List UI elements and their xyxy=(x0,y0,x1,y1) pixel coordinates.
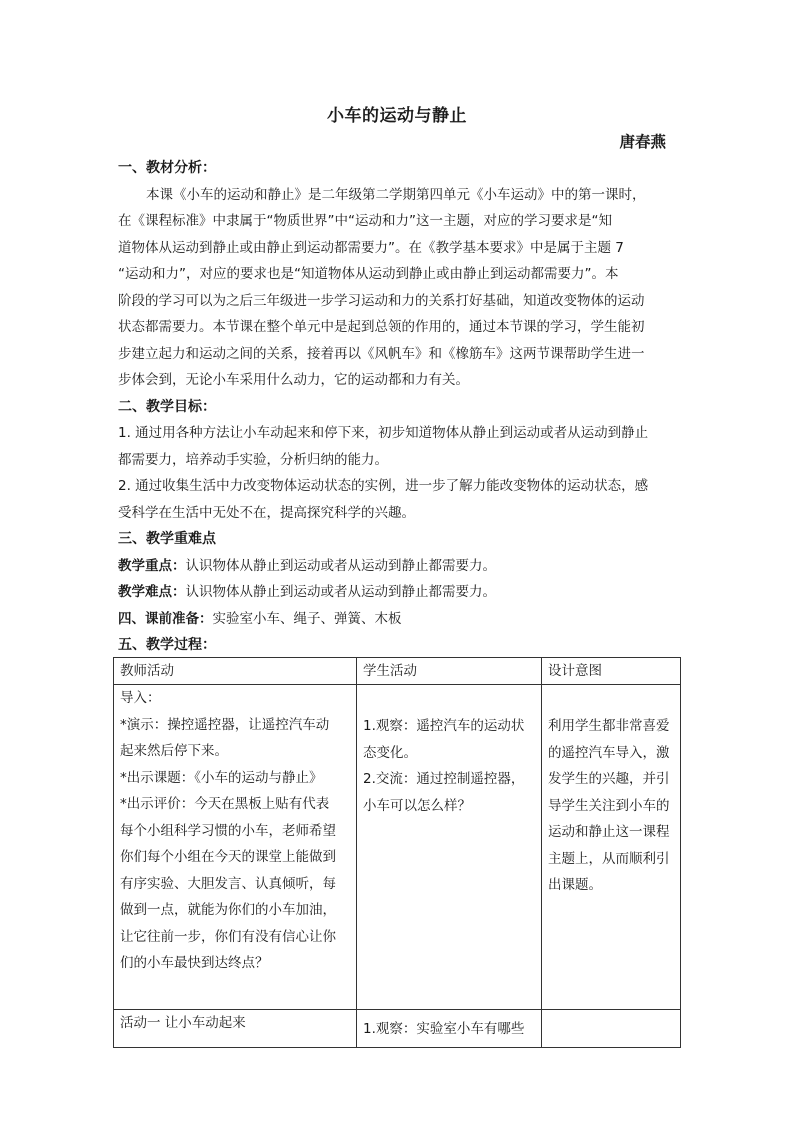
cell-line: 利用学生都非常喜爱 xyxy=(548,718,670,734)
cell-line: *出示课题：《小车的运动与静止》 xyxy=(120,769,323,786)
table-row xyxy=(114,685,681,1010)
student-activity-cell xyxy=(357,1010,542,1048)
cell-line: 做到一点，就能为你们的小车加油， xyxy=(120,902,336,918)
section-heading-process: 五、教学过程： xyxy=(118,637,216,653)
table-header-row xyxy=(114,658,681,685)
cell-line: 主题上，从而顺利引 xyxy=(548,850,670,867)
paragraph-line: 步建立起力和运动之间的关系，接着再以《风帆车》和《橡筋车》这两节课帮助学生进一 xyxy=(118,345,645,362)
cell-line: 有序实验、大胆发言、认真倾听，每 xyxy=(120,875,336,892)
paragraph-line: “运动和力”，对应的要求也是“知道物体从运动到静止或由静止到运动都需要力”。本 xyxy=(118,266,619,282)
paragraph-line: 步体会到，无论小车采用什么动力，它的运动都和力有关。 xyxy=(118,372,469,388)
header-teacher-activity: 教师活动 xyxy=(114,658,357,685)
design-intent-cell xyxy=(542,1010,681,1048)
preparation-line xyxy=(118,606,678,633)
cell-line: 导学生关注到小车的 xyxy=(548,797,670,814)
cell-line: 小车可以怎么样？ xyxy=(363,797,471,814)
objective-line: 2. 通过收集生活中力改变物体运动状态的实例，进一步了解力能改变物体的运动状态，感 xyxy=(118,478,649,494)
cell-line: 们的小车最快到达终点？ xyxy=(120,955,269,971)
teacher-activity-cell xyxy=(114,685,357,1010)
cell-line: *演示：操控遥控器，让遥控汽车动 xyxy=(120,716,330,733)
cell-line: 运动和静止这一课程 xyxy=(548,824,670,840)
document-title: 小车的运动与静止 xyxy=(327,106,467,126)
cell-line: 2.交流：通过控制遥控器， xyxy=(363,771,525,787)
header-student-activity: 学生活动 xyxy=(357,658,542,685)
header-design-intent: 设计意图 xyxy=(542,658,681,685)
key-point-text: 认识物体从静止到运动或者从运动到静止都需要力。 xyxy=(185,557,496,574)
preparation-text: 实验室小车、绳子、弹簧、木板 xyxy=(212,610,402,627)
section-heading-analysis: 一、教材分析： xyxy=(118,160,216,176)
cell-line: 1.观察：实验室小车有哪些 xyxy=(363,1021,525,1037)
objective-line: 1. 通过用各种方法让小车动起来和停下来，初步知道物体从静止到运动或者从运动到静止 xyxy=(118,425,649,441)
section-heading-preparation: 四、课前准备： xyxy=(118,610,213,627)
paragraph-line: 在《课程标准》中隶属于“物质世界”中“运动和力”这一主题，对应的学习要求是“知 xyxy=(118,213,612,229)
cell-line: 让它往前一步，你们有没有信心让你 xyxy=(120,928,336,945)
cell-line: *出示评价：今天在黑板上贴有代表 xyxy=(120,796,330,812)
cell-line: 的遥控汽车导入，激 xyxy=(548,744,670,761)
objective-line: 受科学在生活中无处不在，提高探究科学的兴趣。 xyxy=(118,504,415,521)
cell-line: 1.观察：遥控汽车的运动状 xyxy=(363,718,525,734)
teacher-activity-cell xyxy=(114,1010,357,1048)
cell-line: 出课题。 xyxy=(548,877,602,893)
student-activity-cell xyxy=(357,685,542,1010)
cell-line: 态变化。 xyxy=(363,744,417,761)
section-heading-key-points: 三、教学重难点 xyxy=(118,531,216,547)
cell-line: 活动一 让小车动起来 xyxy=(120,1015,246,1031)
paragraph-line: 阶段的学习可以为之后三年级进一步学习运动和力的关系打好基础，知道改变物体的运动 xyxy=(118,292,645,309)
cell-line: 导入： xyxy=(120,690,161,706)
paragraph-line: 道物体从运动到静止或由静止到运动都需要力”。在《教学基本要求》中是属于主题 7 xyxy=(118,239,624,256)
cell-line xyxy=(548,1010,674,1037)
key-point-line xyxy=(118,553,678,580)
cell-line: 起来然后停下来。 xyxy=(120,743,228,759)
teaching-process-table xyxy=(113,657,681,1048)
objective-line: 都需要力，培养动手实验，分析归纳的能力。 xyxy=(118,451,388,468)
cell-line: 你们每个小组在今天的课堂上能做到 xyxy=(120,849,336,865)
key-point-label: 教学重点： xyxy=(118,557,186,574)
difficulty-text: 认识物体从静止到运动或者从运动到静止都需要力。 xyxy=(185,584,496,600)
section-heading-objectives: 二、教学目标： xyxy=(118,398,216,415)
paragraph-line: 本课《小车的运动和静止》是二年级第二学期第四单元《小车运动》中的第一课时， xyxy=(146,186,646,203)
document-body xyxy=(118,155,678,659)
author-name: 唐春燕 xyxy=(619,133,666,151)
difficulty-line xyxy=(118,579,678,606)
paragraph-line: 状态都需要力。本节课在整个单元中是起到总领的作用的，通过本节课的学习，学生能初 xyxy=(118,319,645,335)
cell-line: 每个小组科学习惯的小车，老师希望 xyxy=(120,822,336,839)
cell-line: 发学生的兴趣，并引 xyxy=(548,771,670,787)
difficulty-label: 教学难点： xyxy=(118,584,186,600)
table-row xyxy=(114,1010,681,1048)
design-intent-cell xyxy=(542,685,681,1010)
